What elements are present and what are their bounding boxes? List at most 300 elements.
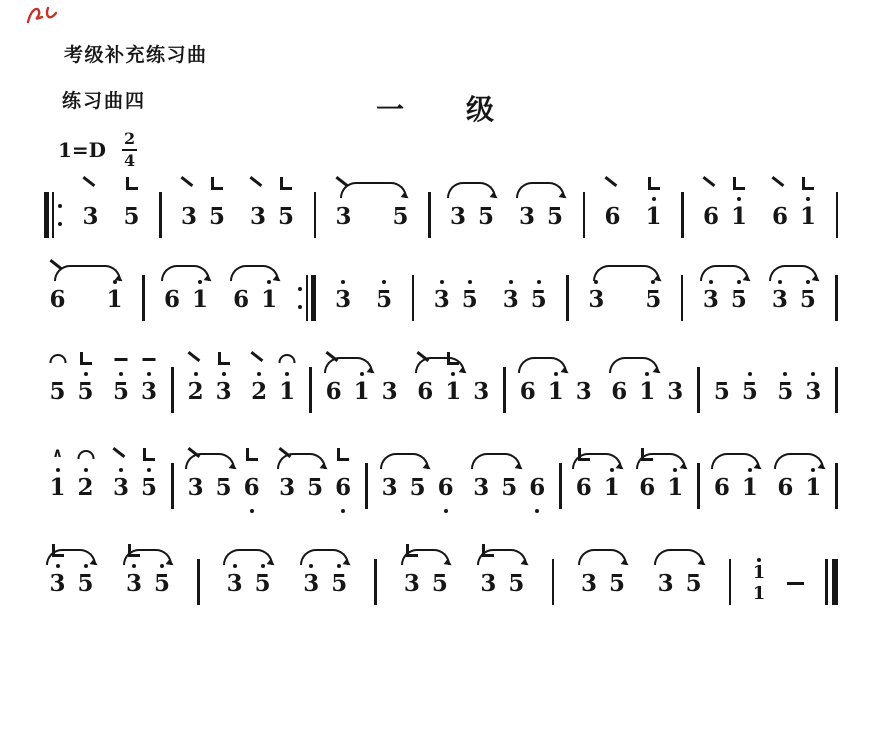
note-group bbox=[606, 353, 689, 417]
slur-arrow-icon bbox=[340, 182, 407, 198]
note bbox=[635, 475, 660, 501]
octave-dot-high-icon bbox=[468, 280, 472, 284]
octave-dot-high-icon bbox=[147, 468, 151, 472]
note-group bbox=[468, 449, 551, 513]
note-group bbox=[428, 261, 483, 325]
octave-dot-high-icon bbox=[757, 558, 761, 562]
repeat-dots-icon bbox=[58, 204, 62, 226]
slur-arrow-icon bbox=[578, 549, 628, 565]
slur-arrow-icon bbox=[401, 549, 451, 565]
note-digit: 3 bbox=[49, 570, 66, 597]
note bbox=[607, 379, 632, 405]
slur-arrow-icon bbox=[46, 549, 96, 565]
note-digit: 5 bbox=[546, 203, 563, 230]
note bbox=[427, 571, 452, 597]
note-digit: 5 bbox=[645, 286, 662, 313]
note-group bbox=[376, 449, 459, 513]
note bbox=[773, 379, 798, 405]
note-group bbox=[445, 178, 500, 242]
note bbox=[137, 475, 162, 501]
note-digit: 3 bbox=[588, 286, 605, 313]
note bbox=[476, 571, 501, 597]
note bbox=[388, 204, 413, 230]
note-digit: 5 bbox=[461, 286, 478, 313]
note bbox=[73, 571, 98, 597]
note-digit: 6 bbox=[519, 378, 536, 405]
note bbox=[183, 475, 208, 501]
mo-stroke-icon bbox=[187, 351, 200, 362]
note-group bbox=[371, 261, 398, 325]
note-digit: 5 bbox=[501, 474, 518, 501]
note-digit: 2 bbox=[251, 378, 268, 405]
note-digit: 5 bbox=[77, 378, 94, 405]
note bbox=[211, 475, 236, 501]
octave-dot-high-icon bbox=[382, 280, 386, 284]
note-group bbox=[77, 178, 104, 242]
note-digit: 1 bbox=[279, 378, 296, 405]
octave-dot-high-icon bbox=[257, 372, 261, 376]
note bbox=[250, 571, 275, 597]
slur-arrow-icon bbox=[769, 265, 819, 281]
note-group bbox=[514, 178, 569, 242]
slur-arrow-icon bbox=[774, 453, 824, 469]
thick-bar bbox=[44, 192, 49, 238]
note-digit: 2 bbox=[77, 474, 94, 501]
note-digit: 5 bbox=[392, 203, 409, 230]
octave-dot-high-icon bbox=[285, 372, 289, 376]
barline bbox=[171, 367, 174, 413]
note-digit: 5 bbox=[713, 378, 730, 405]
note-group bbox=[475, 545, 530, 609]
note bbox=[183, 379, 208, 405]
note bbox=[698, 287, 723, 313]
note-group bbox=[246, 353, 301, 417]
octave-dot-high-icon bbox=[119, 468, 123, 472]
grade-title: 一 级 bbox=[375, 94, 496, 125]
octave-dot-high-icon bbox=[509, 280, 513, 284]
mo-stroke-icon bbox=[249, 176, 262, 187]
notation-row-4 bbox=[44, 446, 838, 513]
note-group bbox=[766, 261, 821, 325]
note bbox=[405, 475, 430, 501]
note bbox=[321, 379, 346, 405]
note bbox=[663, 379, 688, 405]
note-group bbox=[514, 353, 597, 417]
note-digit: 3 bbox=[575, 378, 592, 405]
note bbox=[45, 287, 70, 313]
octave-dot-high-icon bbox=[652, 197, 656, 201]
note bbox=[160, 287, 185, 313]
slur-arrow-icon bbox=[185, 453, 235, 469]
note-digit: 5 bbox=[277, 203, 294, 230]
note-digit: 3 bbox=[226, 570, 243, 597]
mo-stroke-icon bbox=[771, 176, 784, 187]
note-group bbox=[159, 261, 214, 325]
barline bbox=[197, 559, 200, 605]
note-digit: 1 bbox=[741, 474, 758, 501]
note-digit: 6 bbox=[417, 378, 434, 405]
tuo-hook-icon bbox=[218, 352, 230, 365]
note-digit: 3 bbox=[113, 474, 130, 501]
dash-icon bbox=[115, 358, 128, 361]
note bbox=[768, 204, 793, 230]
note bbox=[457, 287, 482, 313]
note bbox=[526, 287, 551, 313]
barline bbox=[697, 463, 700, 509]
barline bbox=[171, 463, 174, 509]
slur-arrow-icon bbox=[161, 265, 211, 281]
note bbox=[331, 287, 356, 313]
tuo-hook-icon bbox=[802, 177, 814, 190]
note-group bbox=[221, 545, 276, 609]
note-digit: 3 bbox=[433, 286, 450, 313]
note bbox=[605, 571, 630, 597]
tuo-hook-icon bbox=[733, 177, 745, 190]
octave-dot-high-icon bbox=[194, 372, 198, 376]
note bbox=[773, 475, 798, 501]
note bbox=[571, 379, 596, 405]
slur-arrow-icon bbox=[471, 453, 521, 469]
note bbox=[801, 379, 826, 405]
note bbox=[497, 475, 522, 501]
note bbox=[441, 379, 466, 405]
note bbox=[641, 204, 666, 230]
note-digit: 1 bbox=[603, 474, 620, 501]
repeat-end-sign bbox=[297, 275, 316, 321]
exam-supplement-label: 考级补充练习曲 bbox=[64, 45, 208, 66]
octave-dot-low-icon bbox=[535, 509, 539, 513]
note bbox=[801, 475, 826, 501]
note bbox=[796, 204, 821, 230]
small-arc-icon bbox=[49, 354, 66, 363]
slur-arrow-icon bbox=[415, 357, 465, 373]
note bbox=[331, 204, 356, 230]
note bbox=[737, 379, 762, 405]
note bbox=[599, 475, 624, 501]
note-group bbox=[320, 353, 403, 417]
octave-dot-high-icon bbox=[783, 372, 787, 376]
small-arc-icon bbox=[77, 450, 94, 459]
octave-dot-high-icon bbox=[341, 280, 345, 284]
octave-dot-high-icon bbox=[748, 372, 752, 376]
note-group bbox=[108, 449, 163, 513]
slur-arrow-icon bbox=[54, 265, 121, 281]
note bbox=[543, 379, 568, 405]
note-group bbox=[274, 449, 357, 513]
note-digit: 2 bbox=[187, 378, 204, 405]
thick-bar bbox=[832, 559, 838, 605]
note-digit: 6 bbox=[702, 203, 719, 230]
note bbox=[211, 379, 236, 405]
slur-arrow-icon bbox=[516, 182, 566, 198]
note-group bbox=[330, 261, 357, 325]
note-digit: 5 bbox=[741, 378, 758, 405]
note-digit: 5 bbox=[530, 286, 547, 313]
mo-stroke-icon bbox=[82, 176, 95, 187]
note-group bbox=[44, 261, 128, 325]
slur-arrow-icon bbox=[324, 357, 374, 373]
note-digit: 5 bbox=[376, 286, 393, 313]
note bbox=[681, 571, 706, 597]
octave-dot-high-icon bbox=[147, 372, 151, 376]
note-group bbox=[652, 545, 707, 609]
tuo-hook-icon bbox=[211, 177, 223, 190]
note-digit: 3 bbox=[381, 378, 398, 405]
note-digit: 5 bbox=[77, 570, 94, 597]
slur-arrow-icon bbox=[609, 357, 659, 373]
note bbox=[504, 571, 529, 597]
note-group bbox=[697, 261, 752, 325]
note bbox=[45, 379, 70, 405]
note-digit: 5 bbox=[331, 570, 348, 597]
note bbox=[515, 379, 540, 405]
note bbox=[577, 571, 602, 597]
note-digit: 3 bbox=[702, 286, 719, 313]
note-group bbox=[698, 178, 753, 242]
note-digit: 3 bbox=[180, 203, 197, 230]
note-group bbox=[245, 178, 300, 242]
note-digit: 3 bbox=[473, 474, 490, 501]
note-group bbox=[108, 353, 163, 417]
octave-dot-high-icon bbox=[806, 197, 810, 201]
octave-dot-high-icon bbox=[537, 280, 541, 284]
octave-dot-high-icon bbox=[440, 280, 444, 284]
note-digit: 6 bbox=[611, 378, 628, 405]
tuo-hook-icon bbox=[337, 448, 349, 461]
slur-arrow-icon bbox=[636, 453, 686, 469]
note-digit: 6 bbox=[325, 378, 342, 405]
note bbox=[349, 379, 374, 405]
note bbox=[377, 379, 402, 405]
note-digit: 3 bbox=[480, 570, 497, 597]
notation-row-5 bbox=[44, 545, 838, 609]
barline bbox=[159, 192, 162, 238]
repeat-dots-icon bbox=[298, 287, 302, 309]
note bbox=[653, 571, 678, 597]
note-digit: 3 bbox=[473, 378, 490, 405]
note bbox=[469, 475, 494, 501]
note-group bbox=[708, 353, 763, 417]
repeat-begin-sign bbox=[44, 192, 63, 238]
note-digit: 3 bbox=[502, 286, 519, 313]
note bbox=[584, 287, 609, 313]
note-digit: 1 bbox=[445, 378, 462, 405]
note-group bbox=[330, 178, 414, 242]
tuo-hook-icon bbox=[143, 448, 155, 461]
barline bbox=[566, 275, 569, 321]
slur-arrow-icon bbox=[711, 453, 761, 469]
note-group bbox=[44, 545, 99, 609]
slur-arrow-icon bbox=[518, 357, 568, 373]
note-digit: 3 bbox=[403, 570, 420, 597]
note bbox=[515, 204, 540, 230]
note bbox=[498, 287, 523, 313]
note-digit: 5 bbox=[685, 570, 702, 597]
note bbox=[433, 475, 458, 501]
slur-arrow-icon bbox=[447, 182, 497, 198]
note-digit: 5 bbox=[409, 474, 426, 501]
slur-arrow-icon bbox=[123, 549, 173, 565]
note-digit: 3 bbox=[381, 474, 398, 501]
note-digit: 6 bbox=[771, 203, 788, 230]
octave-dot-high-icon bbox=[84, 372, 88, 376]
note-digit: 3 bbox=[126, 570, 143, 597]
note bbox=[73, 475, 98, 501]
note-digit: 5 bbox=[799, 286, 816, 313]
note-digit: 1 bbox=[547, 378, 564, 405]
note-digit: 3 bbox=[141, 378, 158, 405]
slur-arrow-icon bbox=[230, 265, 280, 281]
mo-stroke-icon bbox=[180, 176, 193, 187]
note-digit: 3 bbox=[215, 378, 232, 405]
note-group bbox=[640, 178, 667, 242]
note bbox=[429, 287, 454, 313]
note-digit: 6 bbox=[713, 474, 730, 501]
note bbox=[222, 571, 247, 597]
note bbox=[119, 204, 144, 230]
note-digit: 1 bbox=[639, 378, 656, 405]
tuo-hook-icon bbox=[80, 352, 92, 365]
chord-bottom-note: 1 bbox=[752, 583, 766, 604]
barline bbox=[681, 275, 684, 321]
note bbox=[205, 204, 230, 230]
note bbox=[150, 571, 175, 597]
note bbox=[413, 379, 438, 405]
note bbox=[399, 571, 424, 597]
note bbox=[303, 475, 328, 501]
note-group bbox=[412, 353, 495, 417]
note-digit: 6 bbox=[437, 474, 454, 501]
note-digit: 5 bbox=[730, 286, 747, 313]
meter-denominator: 4 bbox=[123, 150, 136, 170]
tuo-hook-icon bbox=[246, 448, 258, 461]
note-digit: 1 bbox=[645, 203, 662, 230]
note bbox=[641, 287, 666, 313]
note bbox=[247, 379, 272, 405]
note-digit: 5 bbox=[477, 203, 494, 230]
barline bbox=[314, 192, 317, 238]
tuo-hook-icon bbox=[126, 177, 138, 190]
note-digit: 1 bbox=[799, 203, 816, 230]
octave-dot-low-icon bbox=[444, 509, 448, 513]
etude-number-label: 练习曲四 bbox=[62, 91, 147, 112]
note bbox=[709, 475, 734, 501]
dash-icon bbox=[143, 358, 156, 361]
mo-stroke-icon bbox=[702, 176, 715, 187]
note-digit: 5 bbox=[254, 570, 271, 597]
note bbox=[372, 287, 397, 313]
note-group bbox=[121, 545, 176, 609]
thin-bar bbox=[306, 275, 308, 321]
note bbox=[795, 287, 820, 313]
note-digit: 3 bbox=[335, 203, 352, 230]
note bbox=[377, 475, 402, 501]
note-digit: 6 bbox=[777, 474, 794, 501]
note-digit: 6 bbox=[604, 203, 621, 230]
note-group bbox=[708, 449, 763, 513]
mo-stroke-icon bbox=[112, 447, 125, 458]
note-digit: 6 bbox=[335, 474, 352, 501]
note bbox=[102, 287, 127, 313]
note bbox=[699, 204, 724, 230]
slur-arrow-icon bbox=[654, 549, 704, 565]
note-group bbox=[44, 353, 99, 417]
barline bbox=[309, 367, 312, 413]
note-digit: 5 bbox=[154, 570, 171, 597]
note bbox=[257, 287, 282, 313]
note-group bbox=[767, 178, 822, 242]
note bbox=[446, 204, 471, 230]
key-label: 1=D bbox=[58, 137, 107, 162]
note bbox=[635, 379, 660, 405]
note-digit: 6 bbox=[164, 286, 181, 313]
note bbox=[331, 475, 356, 501]
note-digit: 6 bbox=[233, 286, 250, 313]
note-digit: 5 bbox=[123, 203, 140, 230]
barline bbox=[835, 367, 838, 413]
barline bbox=[835, 275, 838, 321]
barline bbox=[836, 192, 839, 238]
barline bbox=[559, 463, 562, 509]
octave-dot-high-icon bbox=[56, 468, 60, 472]
note bbox=[709, 379, 734, 405]
note bbox=[137, 379, 162, 405]
note bbox=[274, 204, 299, 230]
note bbox=[45, 571, 70, 597]
note-digit: 6 bbox=[49, 286, 66, 313]
thin-bar bbox=[825, 559, 828, 605]
note-digit: 3 bbox=[771, 286, 788, 313]
mo-stroke-icon bbox=[604, 176, 617, 187]
note-digit: 3 bbox=[187, 474, 204, 501]
note bbox=[767, 287, 792, 313]
note bbox=[109, 379, 134, 405]
note-digit: 5 bbox=[431, 570, 448, 597]
note-group bbox=[182, 449, 265, 513]
note-digit: 5 bbox=[49, 378, 66, 405]
note-digit: 1 bbox=[261, 286, 278, 313]
barline bbox=[697, 367, 700, 413]
octave-dot-high-icon bbox=[737, 197, 741, 201]
octave-dot-high-icon bbox=[119, 372, 123, 376]
note-digit: 3 bbox=[82, 203, 99, 230]
note bbox=[239, 475, 264, 501]
duration-dash bbox=[787, 582, 804, 586]
note-digit: 3 bbox=[303, 570, 320, 597]
notation-row-3 bbox=[44, 353, 838, 417]
note-group bbox=[497, 261, 552, 325]
note-group bbox=[298, 545, 353, 609]
final-barline bbox=[825, 559, 838, 605]
octave-dot-high-icon bbox=[222, 372, 226, 376]
note-digit: 5 bbox=[609, 570, 626, 597]
note-digit: 1 bbox=[805, 474, 822, 501]
note bbox=[45, 446, 70, 501]
note bbox=[122, 571, 147, 597]
note-digit: 1 bbox=[730, 203, 747, 230]
thick-bar bbox=[311, 275, 316, 321]
octave-dot-high-icon bbox=[84, 468, 88, 472]
note-digit: 6 bbox=[639, 474, 656, 501]
note-group bbox=[570, 449, 625, 513]
note-digit: 6 bbox=[243, 474, 260, 501]
note-digit: 1 bbox=[353, 378, 370, 405]
slur-arrow-icon bbox=[572, 453, 622, 469]
note-group bbox=[772, 353, 827, 417]
note-group bbox=[182, 353, 237, 417]
note-group bbox=[44, 446, 99, 513]
note-digit: 3 bbox=[518, 203, 535, 230]
